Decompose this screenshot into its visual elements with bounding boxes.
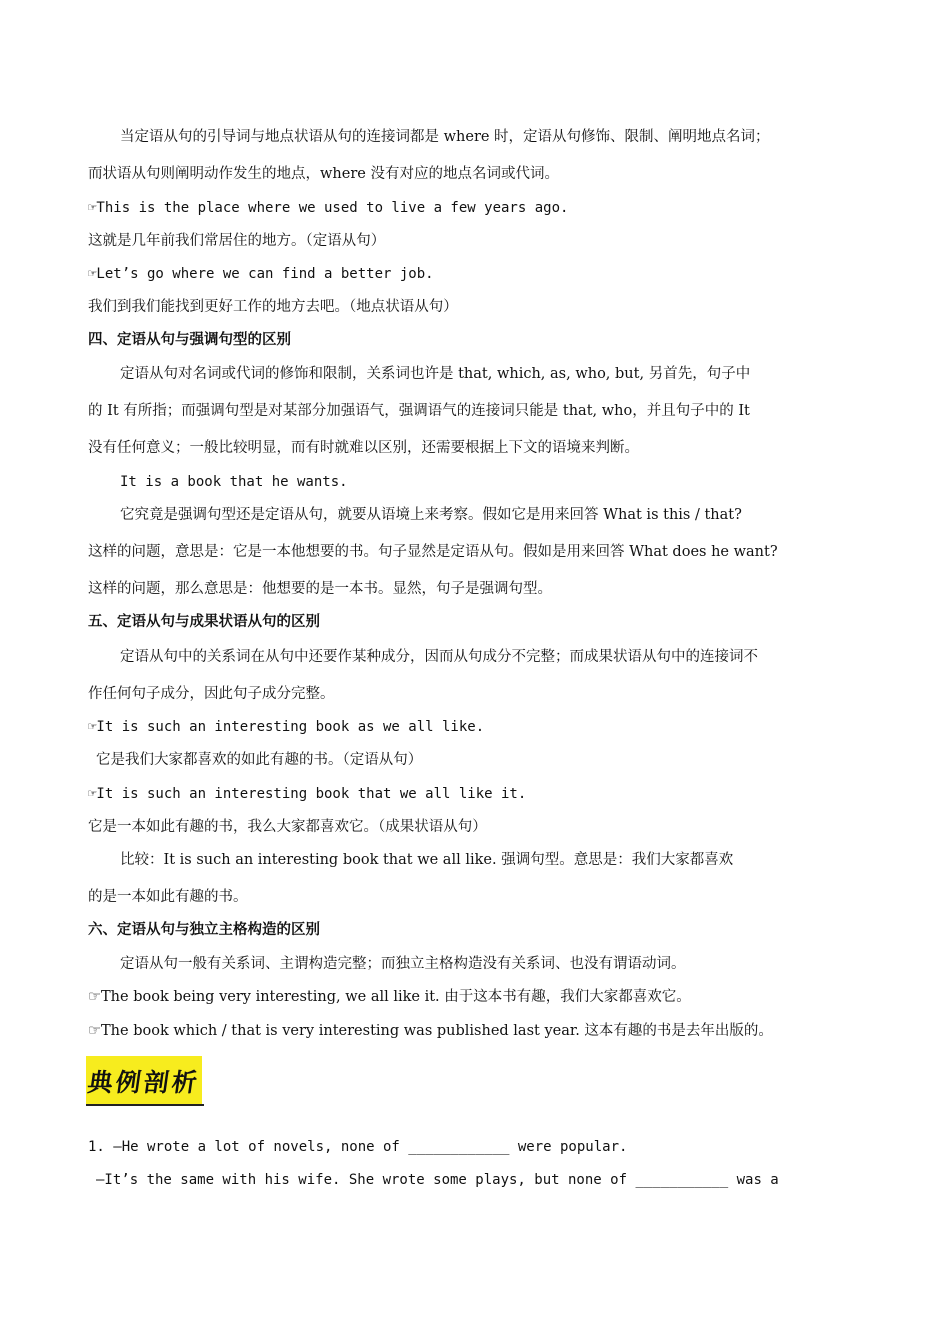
section-heading-6: 六、定语从句与独立主格构造的区别 — [88, 922, 320, 938]
example-sentence: ☞The book being very interesting, we all like it. 由于这本书有趣，我们大家都喜欢它。 — [88, 989, 691, 1005]
paragraph-line: 它究竟是强调句型还是定语从句，就要从语境上来考察。假如它是用来回答 What is this / that? — [120, 507, 742, 523]
exercise-question: —It’s the same with his wife. She wrote some plays, but none of ___________ was a — [96, 1172, 779, 1188]
section-heading-5: 五、定语从句与成果状语从句的区别 — [88, 614, 320, 630]
example-sentence: ☞Let’s go where we can find a better job. — [88, 266, 434, 282]
paragraph-line: 没有任何意义；一般比较明显，而有时就难以区别，还需要根据上下文的语境来判断。 — [88, 440, 639, 456]
translation-line: 这就是几年前我们常居住的地方。（定语从句） — [88, 233, 386, 249]
section-heading-4: 四、定语从句与强调句型的区别 — [88, 332, 291, 348]
example-sentence: ☞It is such an interesting book that we all like it. — [88, 786, 527, 802]
example-sentence: ☞The book which / that is very interesting was published last year. 这本有趣的书是去年出版的。 — [88, 1023, 773, 1039]
typical-examples-badge — [86, 1056, 202, 1106]
translation-line: 我们到我们能找到更好工作的地方去吧。（地点状语从句） — [88, 299, 458, 315]
paragraph-line: 而状语从句则阐明动作发生的地点，where 没有对应的地点名词或代词。 — [88, 166, 559, 182]
paragraph-line: 当定语从句的引导词与地点状语从句的连接词都是 where 时，定语从句修饰、限制、阐明地点名词； — [120, 129, 770, 145]
paragraph-line: 的是一本如此有趣的书。 — [88, 889, 248, 905]
paragraph-line: 这样的问题，那么意思是：他想要的是一本书。显然，句子是强调句型。 — [88, 581, 552, 597]
paragraph-line: 定语从句中的关系词在从句中还要作某种成分，因而从句成分不完整；而成果状语从句中的连接词不 — [120, 649, 758, 665]
paragraph-line: 定语从句一般有关系词、主谓构造完整；而独立主格构造没有关系词、也没有谓语动词。 — [120, 956, 686, 972]
comparison-line: 比较：It is such an interesting book that we all like. 强调句型。意思是：我们大家都喜欢 — [120, 852, 734, 868]
paragraph-line: 这样的问题，意思是：它是一本他想要的书。句子显然是定语从句。假如是用来回答 What does he want? — [88, 544, 778, 560]
exercise-question: 1. —He wrote a lot of novels, none of ____________ were popular. — [88, 1139, 628, 1155]
paragraph-line: 定语从句对名词或代词的修饰和限制，关系词也许是 that, which, as, who, but, 另首先，句子中 — [120, 366, 751, 382]
example-sentence: ☞It is such an interesting book as we all like. — [88, 719, 485, 735]
badge-underline — [86, 1104, 204, 1106]
paragraph-line: 的 It 有所指；而强调句型是对某部分加强语气，强调语气的连接词只能是 that, who，并且句子中的 It — [88, 403, 750, 419]
example-sentence: It is a book that he wants. — [120, 474, 348, 490]
translation-line: 它是一本如此有趣的书，我么大家都喜欢它。（成果状语从句） — [88, 819, 487, 835]
badge-label: 典例剖析 — [85, 1068, 202, 1097]
example-sentence: ☞This is the place where we used to live a few years ago. — [88, 200, 569, 216]
translation-line: 它是我们大家都喜欢的如此有趣的书。（定语从句） — [96, 752, 423, 768]
paragraph-line: 作任何句子成分，因此句子成分完整。 — [88, 686, 335, 702]
